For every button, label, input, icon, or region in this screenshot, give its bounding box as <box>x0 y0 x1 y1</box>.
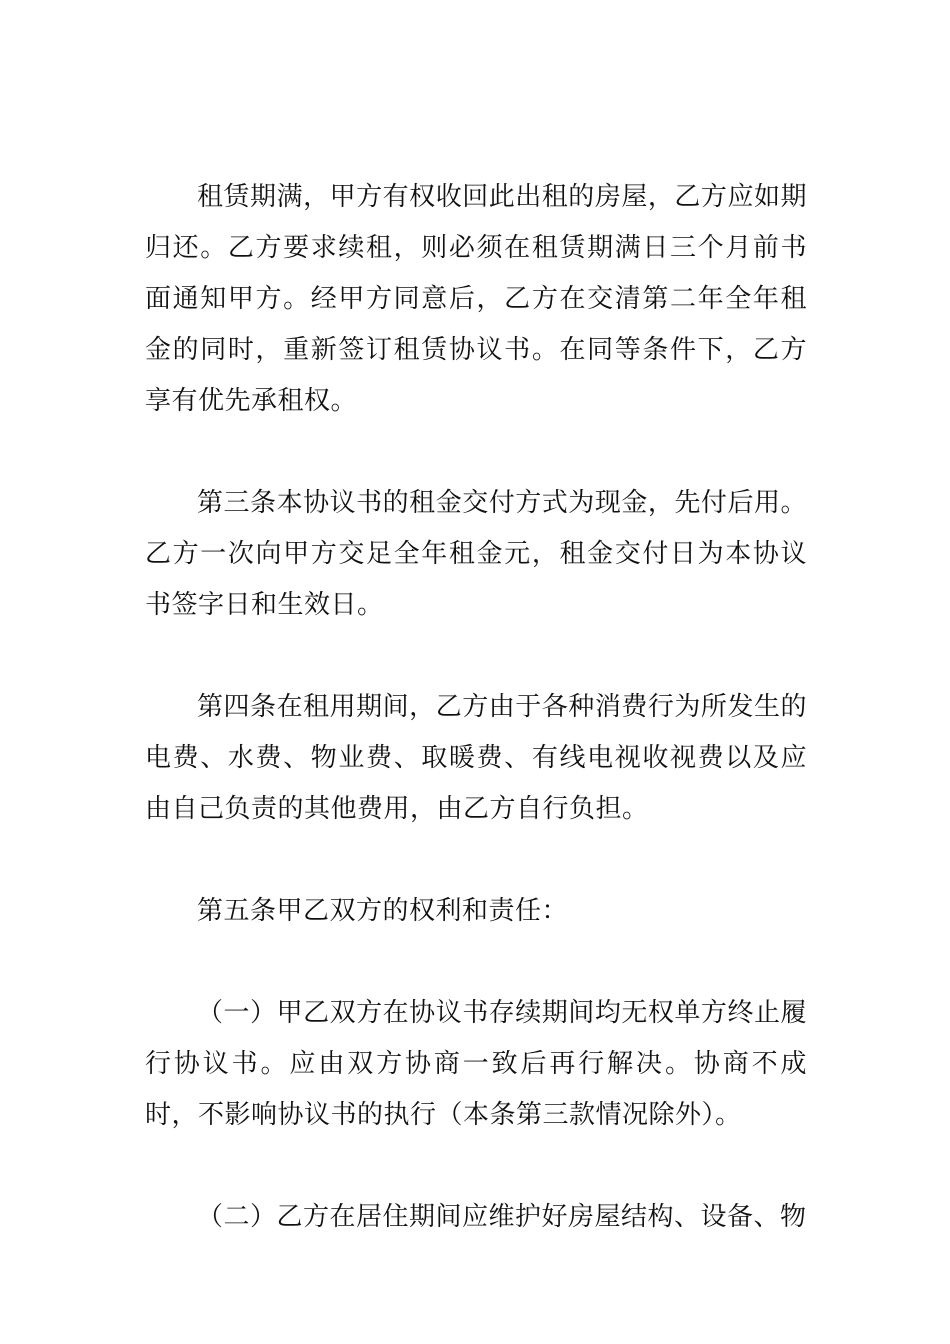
paragraph-lease-expiry: 租赁期满，甲方有权收回此出租的房屋，乙方应如期归还。乙方要求续租，则必须在租赁期满日三个月前书面通知甲方。经甲方同意后，乙方在交清第二年全年租金的同时，重新签订租赁协议书。在同等条件下，乙方享有优先承租权。 <box>145 182 807 416</box>
paragraph-article-5: 第五条甲乙双方的权利和责任： <box>197 896 569 926</box>
paragraph-gap <box>145 1141 807 1192</box>
paragraph-gap <box>145 631 807 682</box>
paragraph-article-3: 第三条本协议书的租金交付方式为现金，先付后用。乙方一次向甲方交足全年租金元，租金交付日为本协议书签字日和生效日。 <box>145 488 807 620</box>
paragraph-gap <box>145 835 807 886</box>
document-body <box>145 172 807 1243</box>
paragraph-gap <box>145 427 807 478</box>
paragraph-article-4: 第四条在租用期间，乙方由于各种消费行为所发生的电费、水费、物业费、取暖费、有线电视收视费以及应由自己负责的其他费用，由乙方自行负担。 <box>145 692 807 824</box>
paragraph-clause-2: （二）乙方在居住期间应维护好房屋结构、设备、物 <box>197 1202 807 1232</box>
paragraph-clause-1: （一）甲乙双方在协议书存续期间均无权单方终止履行协议书。应由双方协商一致后再行解决。协商不成时，不影响协议书的执行（本条第三款情况除外）。 <box>145 998 807 1130</box>
paragraph-gap <box>145 937 807 988</box>
